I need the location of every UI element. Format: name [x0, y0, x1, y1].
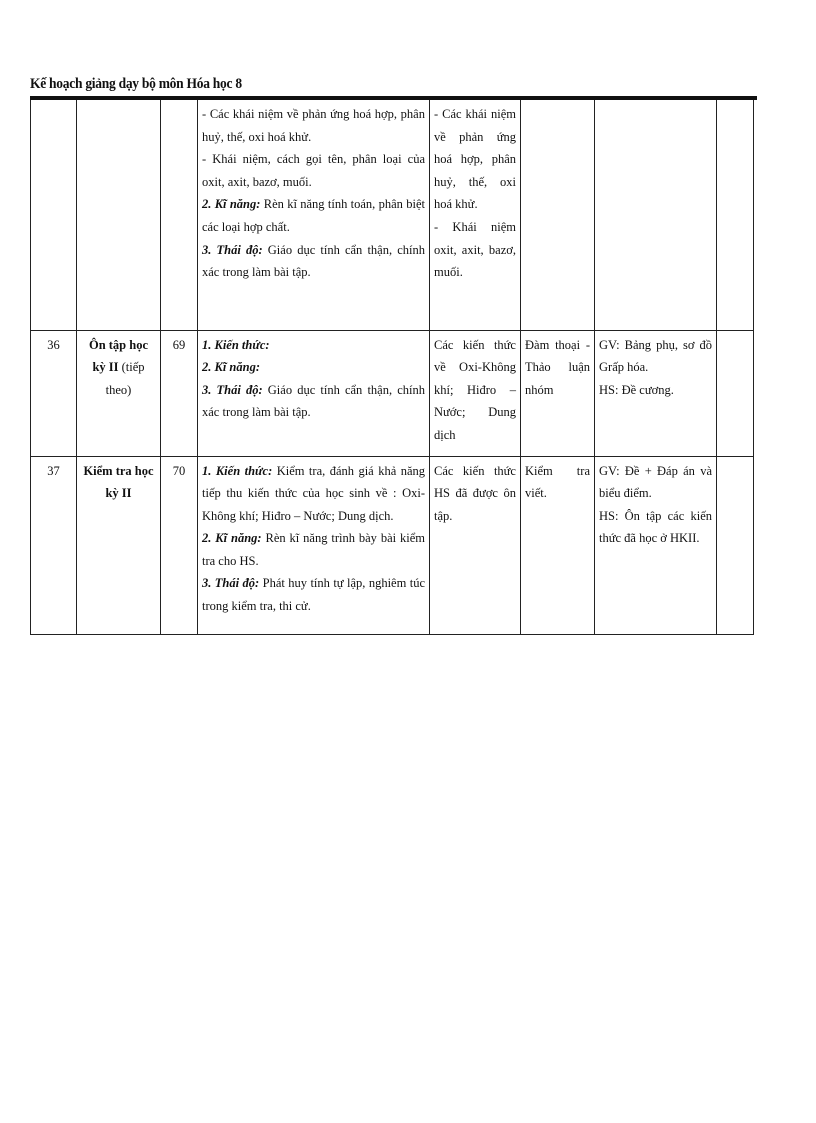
objective-line: - Các khái niệm về phản ứng hoá hợp, phân huỷ, thế, oxi hoá khử. [202, 107, 425, 144]
cell-notes [717, 456, 754, 634]
lesson-plan-table [30, 100, 754, 635]
objective-line: 2. Kĩ năng: [202, 360, 261, 375]
cell-week: 37 [31, 456, 77, 634]
cell-notes [717, 330, 754, 456]
cell-lesson [77, 456, 161, 634]
table-row-continued [31, 100, 754, 330]
cell-week: 36 [31, 330, 77, 456]
cell-resources [595, 100, 717, 330]
cell-content [430, 100, 521, 330]
cell-objectives [198, 100, 430, 330]
cell-lesson [77, 100, 161, 330]
objective-line: 3. Thái độ: Giáo dục tính cẩn thận, chính xác trong làm bài tập. [202, 242, 425, 280]
resource-line: GV: Đề + Đáp án và biểu điểm. [599, 463, 712, 501]
cell-objectives [198, 456, 430, 634]
lesson-title: Kiểm tra học kỳ II [83, 463, 154, 501]
resource-line: HS: Đề cương. [599, 382, 674, 397]
cell-period [161, 100, 198, 330]
objective-line: 3. Thái độ: Giáo dục tính cẩn thận, chính xác trong làm bài tập. [202, 382, 425, 420]
resource-line: GV: Bảng phụ, sơ đồ Grấp hóa. [599, 337, 712, 375]
lesson-subtitle: (tiếp theo) [105, 360, 145, 397]
cell-lesson [77, 330, 161, 456]
lesson-title: Ôn tập học kỳ II [88, 337, 149, 375]
cell-method: Kiểm tra viết. [521, 456, 595, 634]
page-header-title: Kế hoạch giảng dạy bộ môn Hóa học 8 [30, 76, 242, 92]
objective-line: - Khái niệm, cách gọi tên, phân loại của oxit, axit, bazơ, muối. [202, 152, 425, 189]
table-row [31, 330, 754, 456]
table-row [31, 456, 754, 634]
objective-line: 1. Kiến thức: Kiểm tra, đánh giá khả năng tiếp thu kiến thức của học sinh về : Oxi-Không khí; Hiđro – Nước; Dung dịch. [202, 463, 426, 523]
cell-content: Các kiến thức HS đã được ôn tập. [430, 456, 521, 634]
cell-resources [595, 330, 717, 456]
cell-notes [717, 100, 754, 330]
resource-line: HS: Ôn tập các kiến thức đã học ở HKII. [599, 508, 712, 546]
objective-line: 3. Thái độ: Phát huy tính tự lập, nghiêm túc trong kiểm tra, thi cử. [202, 576, 426, 614]
objective-line: 2. Kĩ năng: Rèn kĩ năng tính toán, phân biệt các loại hợp chất. [202, 197, 425, 234]
cell-week [31, 100, 77, 330]
cell-period: 69 [161, 330, 198, 456]
cell-objectives [198, 330, 430, 456]
objective-line: 2. Kĩ năng: Rèn kĩ năng trình bày bài kiểm tra cho HS. [202, 531, 425, 568]
cell-method [521, 100, 595, 330]
cell-resources [595, 456, 717, 634]
content-line: - Các khái niệm về phản ứng hoá hợp, phân huỷ, thế, oxi hoá khử. [434, 107, 516, 212]
content-line: - Khái niệm oxit, axit, bazơ, muối. [434, 219, 516, 280]
cell-method: Đàm thoại - Thảo luận nhóm [521, 330, 595, 456]
objective-line: 1. Kiến thức: [202, 337, 270, 352]
cell-content: Các kiến thức về Oxi-Không khí; Hiđro – Nước; Dung dịch [430, 330, 521, 456]
cell-period: 70 [161, 456, 198, 634]
